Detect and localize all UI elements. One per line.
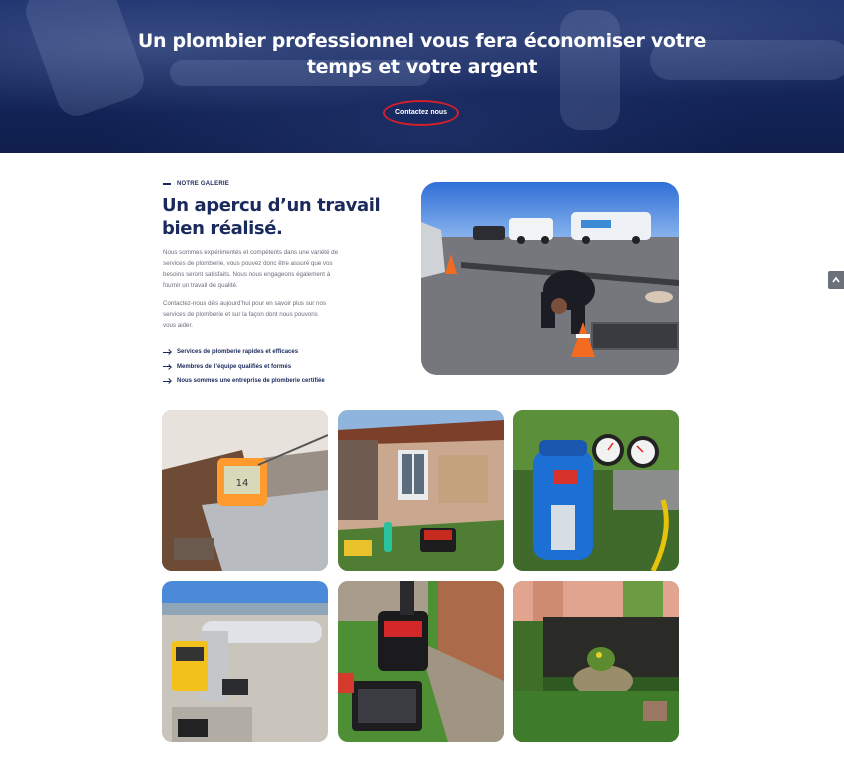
gallery-photo-house[interactable] bbox=[338, 410, 504, 571]
gallery-photo-leak-detector[interactable] bbox=[162, 410, 328, 571]
feature-list bbox=[163, 345, 325, 389]
contact-paragraph bbox=[163, 298, 383, 331]
section-eyebrow bbox=[163, 181, 229, 187]
section-title-line1: Un apercu d’un travail bbox=[162, 195, 381, 216]
section-title bbox=[162, 194, 402, 240]
gallery-photo-garden-inspection[interactable] bbox=[338, 581, 504, 742]
intro-paragraph-line: besoins seront satisfaits. Nous nous engageons également à bbox=[163, 271, 331, 278]
feature-label: Nous sommes une entreprise de plomberie certifiée bbox=[177, 378, 325, 385]
arrow-right-icon bbox=[163, 349, 171, 355]
feature-item bbox=[163, 374, 325, 389]
feature-item bbox=[163, 345, 325, 360]
section-title-line2: bien réalisé. bbox=[162, 218, 283, 239]
scroll-top-button[interactable] bbox=[828, 271, 844, 289]
gallery-main-photo[interactable] bbox=[421, 182, 679, 375]
contact-paragraph-line: vous aider. bbox=[163, 322, 193, 329]
intro-paragraph-line: fournir un travail de qualité. bbox=[163, 282, 238, 289]
gallery-photo-flooded-garden[interactable] bbox=[513, 581, 679, 742]
feature-label: Membres de l’équipe qualifiés et formés bbox=[177, 363, 292, 370]
gallery-photo-gas-cylinder[interactable] bbox=[513, 410, 679, 571]
arrow-right-icon bbox=[163, 364, 171, 370]
arrow-right-icon bbox=[163, 378, 171, 384]
feature-item bbox=[163, 360, 325, 375]
intro-paragraph-line: Nous sommes expérimentés et compétents dans une variété de bbox=[163, 249, 339, 256]
contact-paragraph-line: services de plomberie et sur la façon dont nous pouvons bbox=[163, 311, 318, 318]
hero-title-line2: temps et votre argent bbox=[306, 56, 538, 78]
hero-title-line1: Un plombier professionnel vous fera économiser votre bbox=[137, 30, 707, 52]
contact-button[interactable]: Contactez nous bbox=[383, 100, 459, 126]
hero-title bbox=[0, 28, 844, 80]
eyebrow-line bbox=[163, 183, 171, 185]
chevron-up-icon bbox=[831, 275, 841, 285]
intro-paragraph bbox=[163, 247, 383, 291]
gallery-photo-rooftop-equipment[interactable] bbox=[162, 581, 328, 742]
svg-text:14: 14 bbox=[235, 478, 249, 489]
feature-label: Services de plomberie rapides et efficaces bbox=[177, 349, 299, 356]
hero-banner bbox=[0, 0, 844, 153]
contact-paragraph-line: Contactez-nous dès aujourd’hui pour en savoir plus sur nos bbox=[163, 300, 327, 307]
eyebrow-label: NOTRE GALERIE bbox=[177, 181, 229, 187]
intro-paragraph-line: services de plomberie, vous pouvez donc être assuré que vos bbox=[163, 260, 333, 267]
